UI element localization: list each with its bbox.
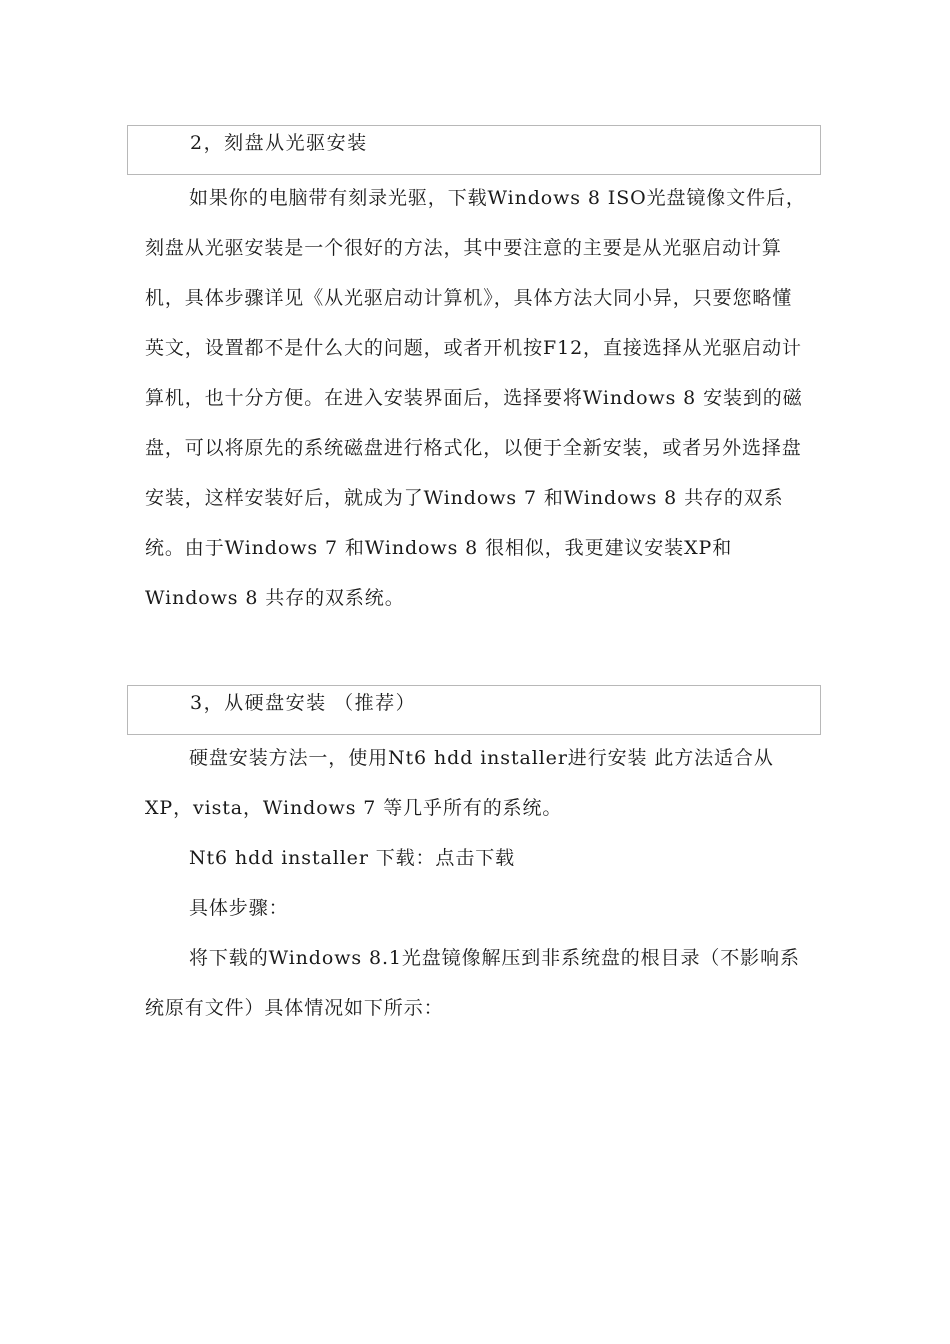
section3-heading: 3，从硬盘安装 （推荐） xyxy=(190,692,417,714)
step-description: 将下载的Windows 8.1光盘镜像解压到非系统盘的根目录（不影响系统原有文件）具体情况如下所示： xyxy=(145,947,800,1019)
download-line: Nt6 hdd installer 下载：点击下载 xyxy=(189,847,516,869)
section2-body: 如果你的电脑带有刻录光驱，下载Windows 8 ISO光盘镜像文件后，刻盘从光驱安装是一个很好的方法，其中要注意的主要是从光驱启动计算机，具体步骤详见《从光驱启动计算机》，具体方法大同小异，只要您略懂英文，设置都不是什么大的问题，或者开机按F12，直接选择从光驱启动计算机，也十分方便。在进入安装界面后，选择要将Windows 8 安装到的磁盘，可以将原先的系统磁盘进行格式化，以便于全新安装，或者另外选择盘安装，这样安装好后，就成为了Windows 7 和Windows 8 共存的双系统。由于Windows 7 和Windows 8 很相似，我更建议安装XP和Windows 8 共存的双系统。 xyxy=(145,187,806,609)
section2-heading: 2，刻盘从光驱安装 xyxy=(190,132,368,154)
section2-heading-box xyxy=(127,125,821,175)
section3-method1: 硬盘安装方法一，使用Nt6 hdd installer进行安装 此方法适合从XP，vista，Windows 7 等几乎所有的系统。 xyxy=(145,747,774,819)
section3-heading-box xyxy=(127,685,821,735)
steps-label: 具体步骤： xyxy=(189,897,289,919)
